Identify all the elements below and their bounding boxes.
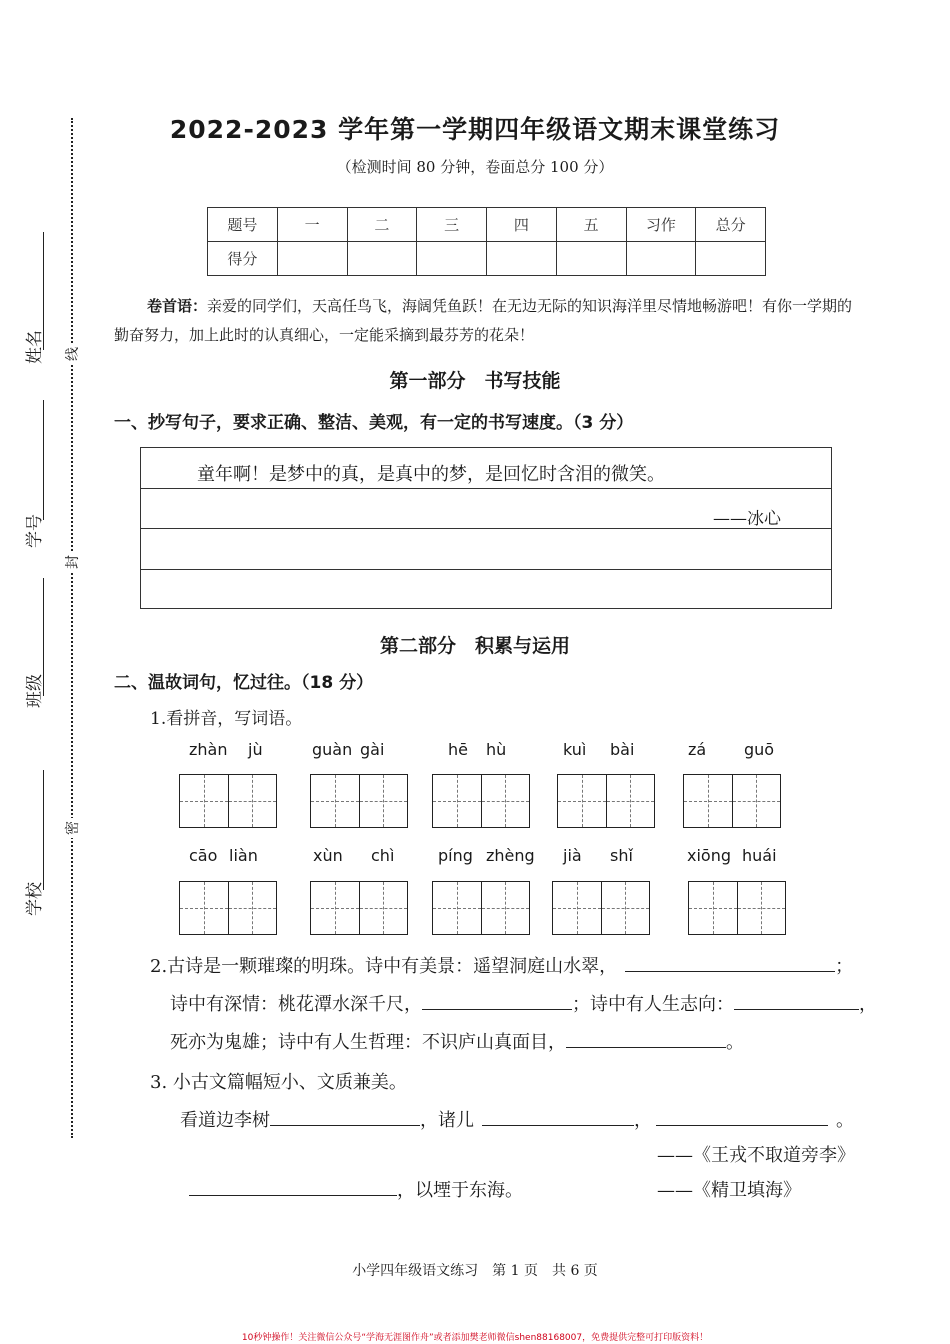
tianzige-box[interactable] (179, 881, 277, 935)
answer-blank[interactable] (566, 1030, 726, 1048)
answer-blank[interactable] (270, 1108, 420, 1126)
part1-title: 第一部分 书写技能 (389, 370, 561, 392)
pinyin: shǐ (610, 846, 633, 865)
sub-question-3-line1 (180, 1106, 854, 1132)
pinyin: cāo (189, 846, 218, 865)
tianzige-box[interactable] (552, 881, 650, 935)
score-table-score-row (208, 242, 766, 276)
poem-prompt: 死亦为鬼雄；诗中有人生哲理：不识庐山真面目， (170, 1032, 566, 1053)
cut-mark-seal: 封 (62, 552, 82, 572)
preface-label: 卷首语： (147, 297, 208, 315)
score-col-header: 三 (417, 208, 487, 242)
promo-banner: 10秒钟操作！关注微信公众号“学海无涯图作舟”或者添加樊老师微信shen88168007，免费提供完整可打印版资料！ (241, 1333, 709, 1343)
pinyin: jù (248, 740, 263, 759)
student-id-label: 学号 (25, 514, 45, 548)
poem-prompt: 诗中有深情：桃花潭水深千尺， (170, 994, 422, 1015)
question1-title: 一、抄写句子，要求正确、整洁、美观，有一定的书写速度。（3 分） (114, 413, 634, 433)
name-label: 姓名 (25, 330, 45, 364)
score-table (207, 207, 766, 276)
pinyin: bài (610, 740, 635, 759)
tianzige-box[interactable] (557, 774, 655, 828)
punctuation: 。 (726, 1032, 744, 1053)
writing-line[interactable] (141, 569, 831, 570)
cut-mark-secret: 密 (62, 818, 82, 838)
text-prompt: ，以堙于东海。 (397, 1180, 523, 1201)
sub-question-3: 3. 小古文篇幅短小、文质兼美。 (150, 1072, 407, 1093)
score-cell[interactable] (347, 242, 417, 276)
tianzige-box[interactable] (432, 774, 530, 828)
school-field-line[interactable] (43, 770, 44, 890)
answer-blank[interactable] (189, 1178, 397, 1196)
punctuation: ； (835, 956, 854, 977)
sub-question-2-line2 (170, 990, 877, 1016)
text-prompt: ，诸儿 (420, 1110, 474, 1131)
pinyin: píng (438, 846, 473, 865)
school-label: 学校 (25, 882, 45, 916)
sub-question-1: 1.看拼音，写词语。 (150, 709, 303, 729)
text-prompt: 看道边李树 (180, 1110, 270, 1131)
score-col-header: 总分 (696, 208, 766, 242)
score-cell[interactable] (277, 242, 347, 276)
pinyin: kuì (563, 740, 587, 759)
score-row-label: 得分 (208, 242, 278, 276)
pinyin: hù (486, 740, 507, 759)
pinyin: xùn (313, 846, 343, 865)
pinyin: guō (744, 740, 775, 759)
writing-line[interactable] (141, 528, 831, 529)
score-row-label: 题号 (208, 208, 278, 242)
sub-question-3-line2 (189, 1176, 523, 1202)
pinyin: guàn (312, 740, 353, 759)
preface-text: 亲爱的同学们，天高任鸟飞，海阔凭鱼跃！在无边无际的知识海洋里尽情地畅游吧！有你一学期的勤奋努力，加上此时的认真细心，一定能采摘到最芬芳的花朵！ (114, 297, 853, 344)
pinyin: xiōng (687, 846, 731, 865)
poem-prompt: ；诗中有人生志向： (572, 994, 734, 1015)
pinyin: hē (448, 740, 468, 759)
pinyin: huái (742, 846, 777, 865)
punctuation: ， (859, 994, 877, 1015)
tianzige-box[interactable] (688, 881, 786, 935)
score-col-header: 习作 (626, 208, 696, 242)
writing-line (141, 488, 831, 489)
answer-blank[interactable] (482, 1108, 634, 1126)
answer-blank[interactable] (625, 954, 835, 972)
copy-sentence: 童年啊！是梦中的真，是真中的梦，是回忆时含泪的微笑。 (197, 464, 665, 485)
tianzige-box[interactable] (432, 881, 530, 935)
score-cell[interactable] (626, 242, 696, 276)
pinyin: zhèng (486, 846, 535, 865)
cut-mark-line: 线 (62, 344, 82, 364)
tianzige-box[interactable] (683, 774, 781, 828)
score-table-header-row (208, 208, 766, 242)
page-subtitle: （检测时间 80 分钟，卷面总分 100 分） (336, 158, 614, 176)
pinyin: chì (371, 846, 395, 865)
sub-question-2 (150, 952, 853, 978)
score-cell[interactable] (696, 242, 766, 276)
pinyin: jià (563, 846, 582, 865)
tianzige-box[interactable] (310, 774, 408, 828)
part2-title: 第二部分 积累与运用 (379, 635, 570, 657)
source-citation-1: ——《王戎不取道旁李》 (657, 1145, 855, 1166)
sub-question-2-line3 (170, 1028, 744, 1054)
student-id-field-line[interactable] (43, 400, 44, 520)
poem-prompt: 2.古诗是一颗璀璨的明珠。诗中有美景：遥望洞庭山水翠， (150, 956, 618, 977)
tianzige-box[interactable] (310, 881, 408, 935)
page-footer: 小学四年级语文练习 第 1 页 共 6 页 (352, 1263, 598, 1279)
answer-blank[interactable] (656, 1108, 828, 1126)
punctuation: 。 (836, 1110, 854, 1131)
answer-blank[interactable] (734, 992, 859, 1010)
punctuation: ， (634, 1110, 652, 1131)
answer-blank[interactable] (422, 992, 572, 1010)
copy-writing-box (140, 447, 832, 609)
pinyin: gài (360, 740, 385, 759)
binding-dotted-line (71, 118, 73, 1138)
score-cell[interactable] (487, 242, 557, 276)
score-col-header: 一 (277, 208, 347, 242)
question2-title: 二、温故词句，忆过往。（18 分） (114, 673, 374, 693)
pinyin: zhàn (189, 740, 228, 759)
tianzige-box[interactable] (179, 774, 277, 828)
score-col-header: 五 (556, 208, 626, 242)
source-citation-2: ——《精卫填海》 (657, 1180, 801, 1201)
score-cell[interactable] (556, 242, 626, 276)
copy-author: ——冰心 (713, 509, 781, 529)
pinyin: zá (688, 740, 707, 759)
preface (114, 292, 864, 350)
class-label: 班级 (25, 674, 45, 708)
score-col-header: 四 (487, 208, 557, 242)
score-col-header: 二 (347, 208, 417, 242)
page-title: 2022-2023 学年第一学期四年级语文期末课堂练习 (169, 115, 781, 144)
pinyin: liàn (229, 846, 258, 865)
score-cell[interactable] (417, 242, 487, 276)
